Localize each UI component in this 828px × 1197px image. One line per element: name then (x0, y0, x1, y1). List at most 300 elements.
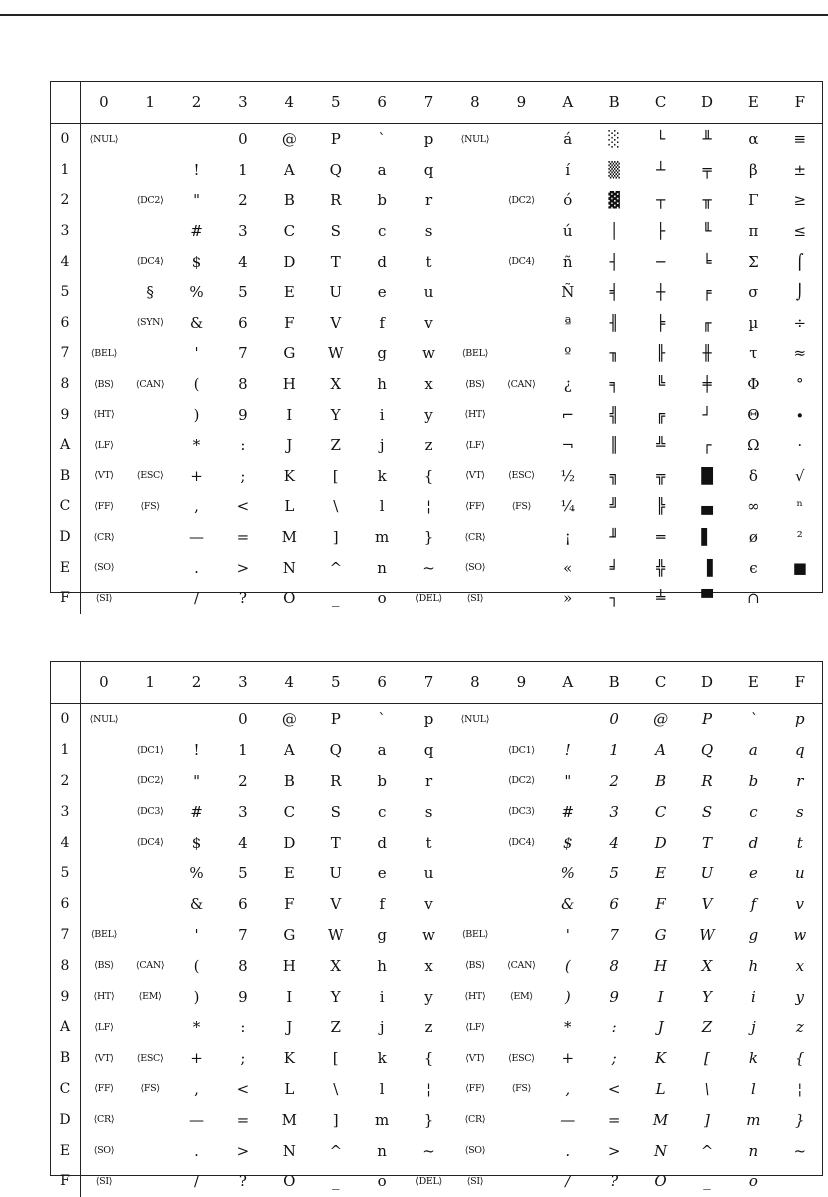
code-cell: ⟨DC2⟩ (507, 194, 535, 206)
code-cell: ⟨FF⟩ (465, 1083, 485, 1095)
code-cell: ! (564, 741, 571, 760)
code-cell: W (328, 344, 344, 363)
code-cell: └ (656, 130, 666, 149)
code-cell (127, 338, 173, 369)
code-cell: , (194, 1079, 199, 1098)
code-cell (452, 308, 498, 339)
code-cell: v (424, 313, 433, 332)
code-cell: B (283, 191, 295, 210)
code-cell: L (284, 497, 295, 516)
code-cell: ⟨HT⟩ (464, 409, 486, 421)
code-cell: # (561, 802, 575, 821)
code-cell: ▌ (701, 528, 713, 547)
code-cell: W (328, 925, 344, 944)
table-row (50, 430, 823, 461)
column-header: 4 (266, 81, 312, 124)
code-cell: _ (331, 589, 340, 608)
code-cell: ^ (700, 1141, 714, 1160)
code-cell: K (283, 1049, 295, 1068)
code-cell: ⟨DC4⟩ (136, 256, 164, 268)
code-cell: 7 (609, 925, 619, 944)
code-cell (81, 277, 127, 308)
code-cell: Θ (747, 405, 760, 424)
code-cell: K (283, 466, 295, 485)
code-cell (127, 889, 173, 920)
code-cell: q (794, 741, 805, 760)
code-cell: % (560, 864, 575, 883)
column-header: 9 (498, 661, 544, 704)
code-cell (173, 704, 219, 735)
code-cell: H (654, 956, 668, 975)
code-cell: 3 (238, 222, 248, 241)
code-cell: 3 (238, 802, 248, 821)
code-cell: ═ (656, 528, 666, 547)
code-cell: L (655, 1079, 666, 1098)
code-cell: y (424, 987, 433, 1006)
table-row (50, 796, 823, 827)
row-header: 0 (50, 704, 81, 735)
code-cell (127, 1166, 173, 1197)
code-cell (81, 735, 127, 766)
code-cell: ⌠ (795, 252, 804, 271)
column-header: 7 (405, 661, 451, 704)
code-cell: 5 (609, 864, 619, 883)
row-header: 7 (50, 338, 81, 369)
row-header: 4 (50, 246, 81, 277)
code-cell: M (281, 1110, 297, 1129)
code-cell: " (193, 771, 200, 790)
code-cell: H (282, 956, 296, 975)
code-cell: · (797, 436, 803, 455)
code-cell: M (652, 1110, 669, 1129)
code-cell: j (379, 436, 385, 455)
column-header: E (730, 661, 776, 704)
code-cell: } (423, 528, 434, 547)
code-cell: ? (238, 589, 247, 608)
row-header: 8 (50, 369, 81, 400)
code-cell: ┴ (656, 160, 666, 179)
code-cell: 9 (238, 405, 248, 424)
code-cell: ∩ (747, 589, 760, 608)
row-header: E (50, 552, 81, 583)
code-cell: k (748, 1049, 758, 1068)
code-cell: ⟨EM⟩ (509, 991, 533, 1003)
code-cell (498, 277, 544, 308)
code-cell (452, 246, 498, 277)
code-cell: — (189, 528, 205, 547)
code-cell: f (379, 313, 385, 332)
code-cell: ; (240, 466, 246, 485)
code-cell (498, 920, 544, 951)
code-cell: 3 (609, 802, 619, 821)
code-cell: ╣ (609, 405, 619, 424)
code-cell: N (654, 1141, 668, 1160)
row-header: 9 (50, 981, 81, 1012)
corner-cell (50, 81, 81, 124)
code-cell: │ (609, 222, 619, 241)
code-cell: 5 (238, 283, 248, 302)
code-cell (81, 766, 127, 797)
code-cell (127, 1135, 173, 1166)
row-header: 5 (50, 858, 81, 889)
code-cell: ░ (608, 130, 620, 149)
corner-cell (50, 661, 81, 704)
code-cell: ⟨NUL⟩ (89, 713, 119, 725)
code-cell: t (425, 252, 432, 271)
code-cell: z (424, 436, 433, 455)
table-row (50, 155, 823, 186)
row-header: 2 (50, 766, 81, 797)
row-header: 6 (50, 308, 81, 339)
code-cell: T (701, 833, 712, 852)
code-cell: ⟨FF⟩ (94, 500, 114, 512)
code-cell: ▐ (701, 558, 713, 577)
code-cell: Q (329, 741, 342, 760)
column-header: 3 (220, 661, 266, 704)
code-cell: ╬ (656, 558, 666, 577)
code-cell: $ (191, 252, 202, 271)
code-cell: ▒ (608, 160, 620, 179)
code-cell: Σ (748, 252, 759, 271)
code-cell: & (561, 895, 575, 914)
code-cell: ⟨DC2⟩ (507, 775, 535, 787)
code-cell: ⁿ (796, 497, 804, 516)
code-cell: ▀ (701, 589, 713, 608)
code-cell: p (423, 130, 434, 149)
code-cell: 2 (238, 191, 248, 210)
code-cell (777, 1166, 823, 1197)
code-cell: s (795, 802, 804, 821)
code-cell: ⟨ESC⟩ (508, 470, 535, 482)
top-rule (0, 14, 828, 16)
table-row (50, 583, 823, 614)
table-row (50, 399, 823, 430)
code-cell: [ (332, 1049, 339, 1068)
code-cell (498, 1135, 544, 1166)
code-cell: g (748, 925, 759, 944)
code-cell: g (377, 344, 387, 363)
code-cell: ⟨SO⟩ (464, 1145, 486, 1157)
table-row (50, 1166, 823, 1197)
code-cell: á (563, 130, 573, 149)
code-cell: Z (330, 1018, 341, 1037)
code-cell: V (330, 895, 342, 914)
code-cell (127, 552, 173, 583)
row-header: C (50, 491, 81, 522)
code-cell: W (699, 925, 715, 944)
table-row (50, 1012, 823, 1043)
code-cell: ) (193, 987, 200, 1006)
code-cell: * (192, 1018, 201, 1037)
code-cell: > (236, 558, 250, 577)
code-cell: ⟨HT⟩ (93, 409, 115, 421)
code-cell: O (654, 1172, 667, 1191)
code-cell: 0 (238, 710, 248, 729)
table-row (50, 858, 823, 889)
code-cell: + (561, 1049, 575, 1068)
row-header: 5 (50, 277, 81, 308)
code-cell: τ (749, 344, 758, 363)
column-header: A (545, 661, 591, 704)
code-cell: = (236, 528, 250, 547)
code-cell: ± (793, 160, 807, 179)
code-cell: § (146, 283, 154, 302)
code-cell: = (236, 1110, 250, 1129)
code-cell: k (377, 466, 387, 485)
code-cell: 0 (238, 130, 248, 149)
code-cell: ( (193, 956, 200, 975)
code-cell (498, 1104, 544, 1135)
table-row (50, 1043, 823, 1074)
code-cell: ¬ (561, 436, 575, 455)
code-cell: \ (333, 497, 339, 516)
code-cell: ÷ (793, 313, 807, 332)
code-cell: n (377, 1141, 387, 1160)
code-cell: ⟨FS⟩ (140, 1083, 160, 1095)
column-header: 6 (359, 81, 405, 124)
code-cell: ⟨CR⟩ (464, 531, 486, 543)
column-header: 0 (81, 81, 127, 124)
code-cell: 9 (609, 987, 619, 1006)
code-cell: . (194, 1141, 199, 1160)
code-cell: y (424, 405, 433, 424)
code-cell: Γ (748, 191, 759, 210)
code-cell: ⟨ESC⟩ (136, 1052, 164, 1064)
code-cell (127, 430, 173, 461)
code-cell: E (283, 864, 295, 883)
code-cell: ~ (422, 558, 435, 577)
column-header: E (730, 81, 776, 124)
code-cell: < (607, 1079, 621, 1098)
code-cell: ╧ (656, 589, 666, 608)
row-header: 8 (50, 950, 81, 981)
code-cell: σ (748, 283, 759, 302)
code-cell (81, 246, 127, 277)
code-cell: [ (704, 1049, 710, 1068)
code-cell: ^ (329, 558, 343, 577)
code-cell: Y (702, 987, 712, 1006)
code-cell: % (189, 864, 204, 883)
code-cell: ⟨CAN⟩ (135, 378, 165, 390)
code-cell: 9 (238, 987, 248, 1006)
code-cell: j (751, 1018, 756, 1037)
code-cell: m (375, 1110, 390, 1129)
code-cell: U (700, 864, 714, 883)
code-cell: ª (564, 313, 572, 332)
code-cell: ø (748, 528, 758, 547)
code-cell: > (607, 1141, 621, 1160)
code-cell: ñ (562, 252, 573, 271)
code-cell: ⟨BEL⟩ (90, 347, 118, 359)
row-header: 3 (50, 796, 81, 827)
table-row (50, 461, 823, 492)
table-row (50, 308, 823, 339)
code-cell: ┌ (702, 436, 712, 455)
row-header: 7 (50, 920, 81, 951)
table-row (50, 1104, 823, 1135)
code-cell: A (283, 160, 295, 179)
code-cell (498, 889, 544, 920)
code-cell (498, 399, 544, 430)
code-cell: ⌐ (561, 405, 575, 424)
code-cell: l (750, 1079, 756, 1098)
row-header: F (50, 583, 81, 614)
code-cell: ? (610, 1172, 619, 1191)
code-cell: * (564, 1018, 572, 1037)
column-header: 7 (405, 81, 451, 124)
table-row (50, 981, 823, 1012)
code-cell: ⟨DC4⟩ (507, 256, 535, 268)
code-cell: √ (795, 466, 805, 485)
code-cell: ⟨VT⟩ (94, 470, 114, 482)
code-cell: ⟨FF⟩ (465, 500, 485, 512)
code-cell: ⟨DEL⟩ (415, 1175, 442, 1187)
code-cell: " (564, 771, 572, 790)
code-cell: e (377, 864, 387, 883)
code-cell: ⌡ (795, 283, 804, 302)
row-header: 9 (50, 399, 81, 430)
code-cell: ¦ (426, 497, 432, 516)
code-cell: ≥ (793, 191, 807, 210)
code-cell: ■ (792, 558, 807, 577)
code-cell (127, 704, 173, 735)
header-row (50, 81, 823, 124)
row-header: E (50, 1135, 81, 1166)
code-cell: a (377, 160, 387, 179)
code-cell: v (424, 895, 433, 914)
code-cell: ⟨CR⟩ (93, 531, 115, 543)
code-cell: ¿ (563, 375, 572, 394)
code-cell: . (565, 1141, 571, 1160)
code-cell: 4 (238, 833, 248, 852)
code-cell: m (375, 528, 390, 547)
code-cell: ⟨BS⟩ (465, 378, 485, 390)
code-cell (127, 522, 173, 553)
code-cell: x (795, 956, 805, 975)
table-row (50, 735, 823, 766)
code-cell: F (284, 895, 295, 914)
code-cell: % (189, 283, 204, 302)
code-cell: ⟨ESC⟩ (508, 1052, 535, 1064)
table-row (50, 491, 823, 522)
code-cell: w (793, 925, 807, 944)
code-cell: 7 (238, 344, 248, 363)
code-cell: H (282, 375, 296, 394)
code-cell: F (655, 895, 666, 914)
code-cell: ⟨SO⟩ (93, 562, 115, 574)
code-cell: C (283, 802, 296, 821)
code-cell: ¼ (560, 497, 576, 516)
code-cell (81, 216, 127, 247)
code-cell (498, 124, 544, 155)
code-cell: o (377, 1172, 387, 1191)
code-cell (81, 155, 127, 186)
code-cell: t (425, 833, 432, 852)
code-cell: r (424, 771, 433, 790)
code-cell: Ñ (561, 283, 575, 302)
code-cell (452, 185, 498, 216)
code-cell: Ω (747, 436, 760, 455)
code-cell: ╙ (702, 222, 712, 241)
code-cell: r (424, 191, 433, 210)
code-cell: d (377, 833, 387, 852)
code-cell: A (655, 741, 666, 760)
code-cell: ⟨SI⟩ (466, 1175, 484, 1187)
code-cell: 4 (238, 252, 248, 271)
table-row (50, 552, 823, 583)
code-cell: O (283, 1172, 296, 1191)
code-cell: : (240, 1018, 246, 1037)
code-cell: ? (238, 1172, 247, 1191)
column-header: C (637, 661, 683, 704)
code-cell: ▓ (608, 191, 620, 210)
code-cell: ╤ (702, 160, 712, 179)
column-header: 2 (173, 661, 219, 704)
code-cell (498, 430, 544, 461)
code-cell: _ (703, 1172, 711, 1191)
code-cell (498, 338, 544, 369)
code-cell: ╪ (702, 375, 712, 394)
code-cell: w (422, 344, 435, 363)
code-cell: s (424, 802, 433, 821)
code-cell: ╛ (609, 558, 619, 577)
code-cell: ½ (560, 466, 576, 485)
code-cell: a (748, 741, 758, 760)
row-header: 1 (50, 735, 81, 766)
column-header: 8 (452, 661, 498, 704)
code-cell: ╡ (609, 283, 619, 302)
code-cell: I (657, 987, 664, 1006)
code-cell: + (190, 466, 203, 485)
code-cell: T (330, 833, 341, 852)
code-cell: ' (565, 925, 570, 944)
code-cell: 5 (238, 864, 248, 883)
code-cell: P (330, 710, 341, 729)
code-cell: G (283, 925, 296, 944)
table-row (50, 338, 823, 369)
column-header: B (591, 661, 637, 704)
column-header: A (545, 81, 591, 124)
code-cell: ┬ (656, 191, 666, 210)
code-cell: ⟨BS⟩ (94, 960, 114, 972)
code-cell: ╗ (609, 466, 619, 485)
code-cell: ) (564, 987, 571, 1006)
code-cell: ! (193, 160, 200, 179)
code-cell (498, 155, 544, 186)
code-cell: Z (701, 1018, 713, 1037)
table-row (50, 920, 823, 951)
code-cell: 8 (609, 956, 619, 975)
code-cell: ∞ (747, 497, 760, 516)
code-cell: F (284, 313, 295, 332)
code-cell: P (701, 710, 713, 729)
code-cell: # (190, 222, 203, 241)
code-cell: w (422, 925, 435, 944)
code-cell: c (377, 222, 387, 241)
code-cell: G (283, 344, 296, 363)
code-cell: ⟨DC3⟩ (507, 806, 535, 818)
code-cell: A (283, 741, 295, 760)
code-cell: ⟨DC4⟩ (136, 837, 164, 849)
code-cell: ^ (329, 1141, 343, 1160)
code-cell: b (377, 771, 387, 790)
code-cell: « (563, 558, 573, 577)
code-cell: , (194, 497, 199, 516)
code-cell (452, 858, 498, 889)
code-cell: R (330, 771, 342, 790)
code-cell: b (377, 191, 387, 210)
column-header: 4 (266, 661, 312, 704)
